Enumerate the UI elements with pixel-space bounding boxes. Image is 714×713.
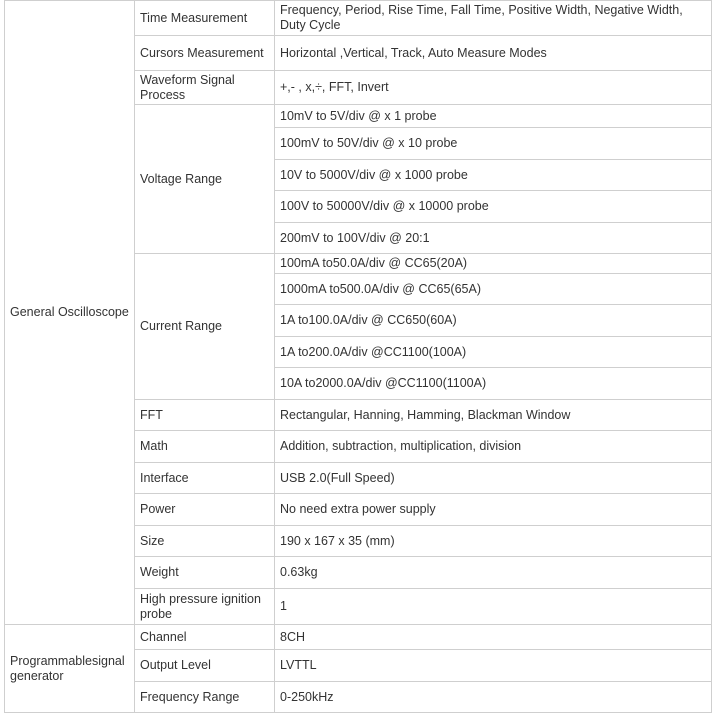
spec-value: Frequency, Period, Rise Time, Fall Time, Positive Width, Negative Width, Duty Cycle (275, 1, 712, 36)
spec-name-weight: Weight (135, 557, 275, 589)
spec-name-cursors-measurement: Cursors Measurement (135, 36, 275, 71)
table-row (5, 1, 712, 36)
spec-value: 100mA to50.0A/div @ CC65(20A) (275, 254, 712, 274)
table-row (5, 625, 712, 650)
spec-name-math: Math (135, 431, 275, 463)
spec-value: 0.63kg (275, 557, 712, 589)
spec-value: +,- , x,÷, FFT, Invert (275, 71, 712, 105)
spec-value: 10mV to 5V/div @ x 1 probe (275, 105, 712, 128)
spec-name-size: Size (135, 526, 275, 557)
spec-name-waveform-signal-process: Waveform Signal Process (135, 71, 275, 105)
spec-value: 1A to200.0A/div @CC1100(100A) (275, 337, 712, 368)
spec-value: 1A to100.0A/div @ CC650(60A) (275, 305, 712, 337)
spec-name-fft: FFT (135, 400, 275, 431)
spec-name-time-measurement: Time Measurement (135, 1, 275, 36)
spec-value: 10A to2000.0A/div @CC1100(1100A) (275, 368, 712, 400)
spec-value: 100mV to 50V/div @ x 10 probe (275, 128, 712, 160)
spec-name-frequency-range: Frequency Range (135, 682, 275, 713)
spec-name-current-range: Current Range (135, 254, 275, 400)
spec-name-channel: Channel (135, 625, 275, 650)
group-label-programmable-signal-generator: Programmablesignal generator (5, 625, 135, 713)
spec-table (4, 0, 712, 713)
spec-value: 100V to 50000V/div @ x 10000 probe (275, 191, 712, 223)
group-label-general-oscilloscope: General Oscilloscope (5, 1, 135, 625)
spec-name-output-level: Output Level (135, 650, 275, 682)
spec-value: 200mV to 100V/div @ 20:1 (275, 223, 712, 254)
spec-value: 8CH (275, 625, 712, 650)
spec-value: 1 (275, 589, 712, 625)
spec-value: Addition, subtraction, multiplication, division (275, 431, 712, 463)
spec-name-high-pressure-ignition-probe: High pressure ignition probe (135, 589, 275, 625)
spec-value: LVTTL (275, 650, 712, 682)
spec-value: USB 2.0(Full Speed) (275, 463, 712, 494)
spec-value: 10V to 5000V/div @ x 1000 probe (275, 160, 712, 191)
spec-name-voltage-range: Voltage Range (135, 105, 275, 254)
spec-name-interface: Interface (135, 463, 275, 494)
spec-value: 190 x 167 x 35 (mm) (275, 526, 712, 557)
spec-value: Rectangular, Hanning, Hamming, Blackman Window (275, 400, 712, 431)
spec-value: 0-250kHz (275, 682, 712, 713)
spec-name-power: Power (135, 494, 275, 526)
spec-value: No need extra power supply (275, 494, 712, 526)
spec-value: Horizontal ,Vertical, Track, Auto Measure Modes (275, 36, 712, 71)
spec-value: 1000mA to500.0A/div @ CC65(65A) (275, 274, 712, 305)
